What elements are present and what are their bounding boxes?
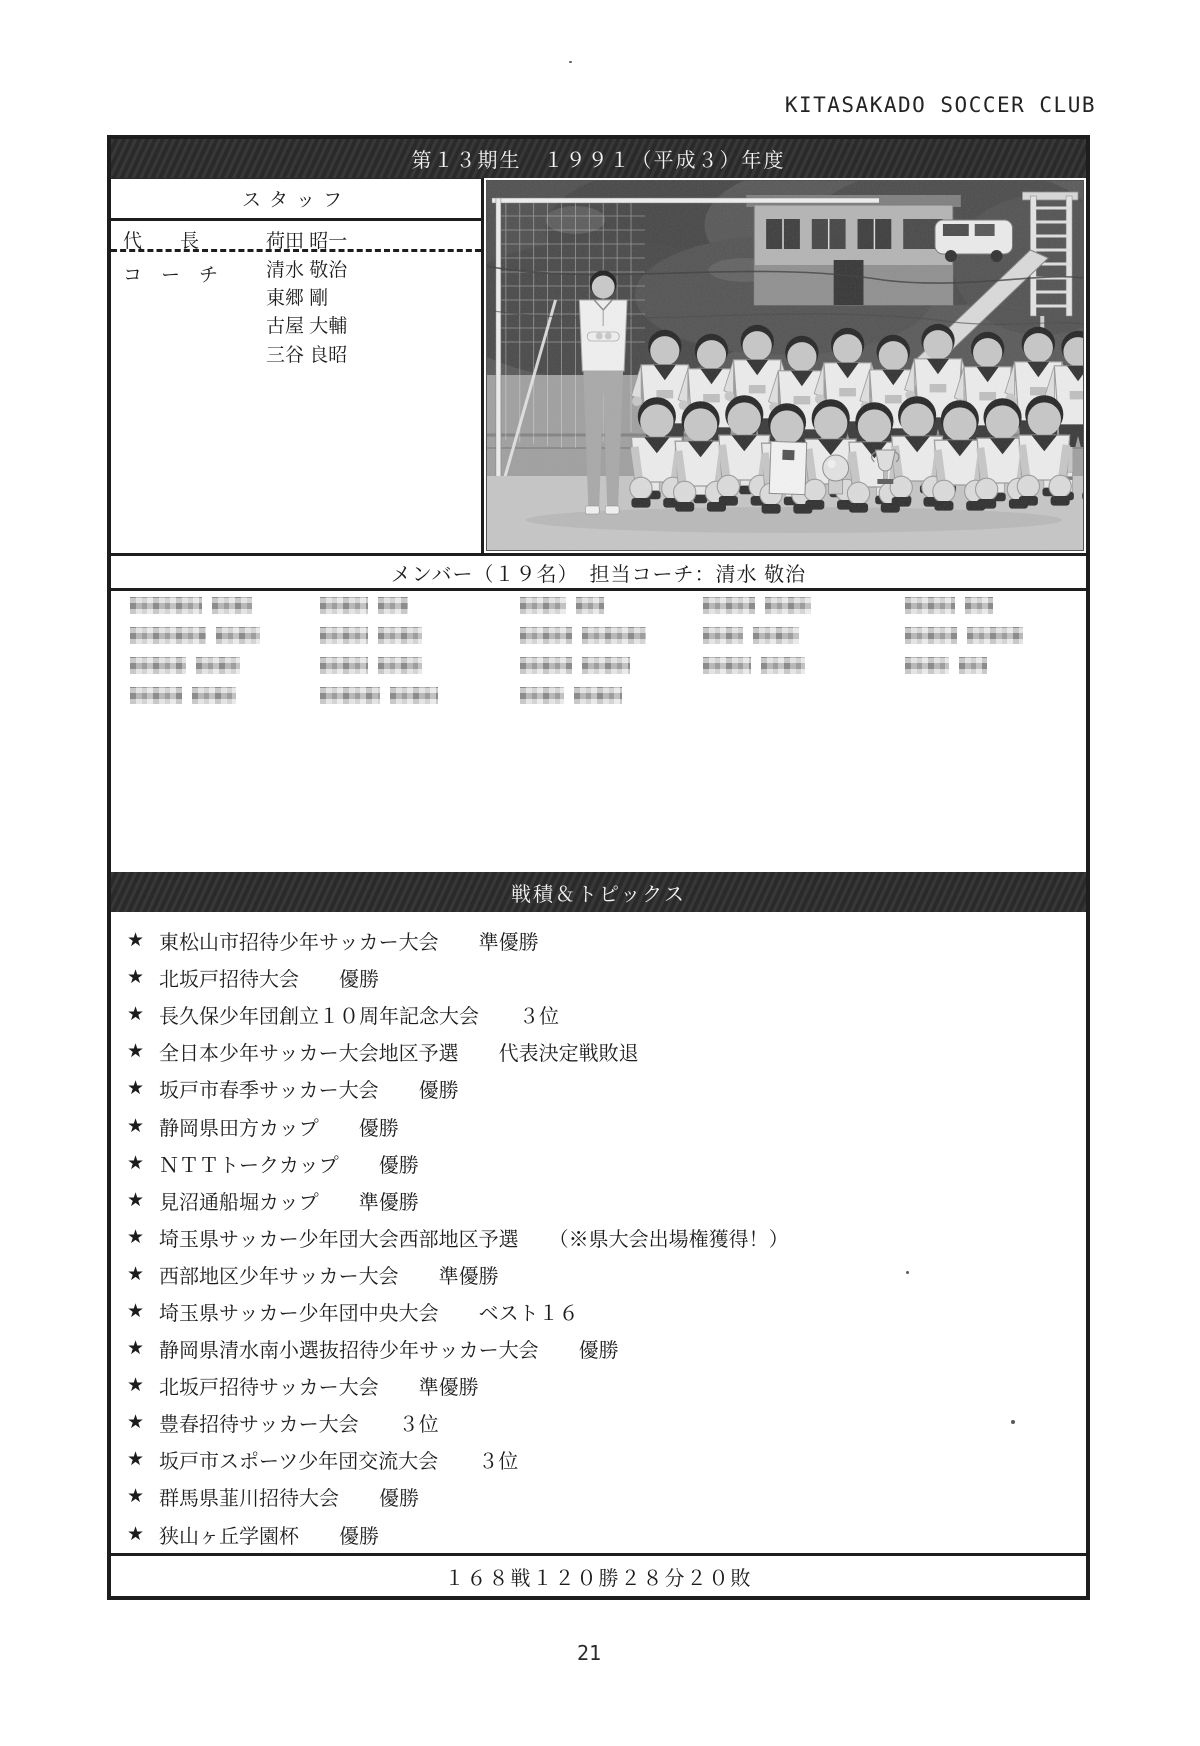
staff-box-title: スタッフ — [111, 179, 481, 221]
staff-leader-row — [111, 223, 481, 252]
star-icon: ★ — [127, 1300, 145, 1322]
star-icon: ★ — [127, 1375, 145, 1397]
redacted-name-segment — [905, 627, 957, 644]
redacted-name-segment — [320, 657, 368, 674]
redacted-name-segment — [765, 597, 811, 614]
result-item-text: 全日本少年サッカー大会地区予選 代表決定戦敗退 — [159, 1043, 639, 1066]
redacted-name-segment — [130, 687, 182, 704]
redacted-name-segment — [753, 627, 799, 644]
team-photo — [486, 180, 1084, 551]
coach-name-list — [266, 257, 481, 370]
star-icon: ★ — [127, 1189, 145, 1211]
result-item — [127, 1478, 1086, 1515]
result-item — [127, 1330, 1086, 1367]
result-item — [127, 996, 1086, 1033]
result-item-text: 見沼通船堀カップ 準優勝 — [159, 1191, 419, 1214]
redacted-name-segment — [130, 657, 186, 674]
star-icon: ★ — [127, 1449, 145, 1471]
result-item — [127, 922, 1086, 959]
result-item-text: 坂戸市春季サッカー大会 優勝 — [159, 1080, 459, 1103]
redacted-name-segment — [378, 597, 408, 614]
result-item-text: 静岡県田方カップ 優勝 — [159, 1117, 399, 1140]
redacted-member-name — [130, 657, 240, 674]
star-icon: ★ — [127, 930, 145, 952]
photo-grain — [486, 180, 1084, 551]
result-item-text: 北坂戸招待サッカー大会 準優勝 — [159, 1377, 479, 1400]
result-item-text: 北坂戸招待大会 優勝 — [159, 969, 379, 992]
redacted-name-segment — [576, 597, 604, 614]
club-name-header: KITASAKADO SOCCER CLUB — [784, 93, 1096, 117]
redacted-member-name — [905, 597, 993, 614]
star-icon: ★ — [127, 1412, 145, 1434]
redacted-member-name — [520, 597, 604, 614]
star-icon: ★ — [127, 1338, 145, 1360]
redacted-name-segment — [196, 657, 240, 674]
leader-name: 荷田 昭一 — [266, 231, 348, 252]
redacted-name-segment — [320, 687, 380, 704]
redacted-name-segment — [703, 627, 743, 644]
redacted-name-segment — [378, 657, 422, 674]
redacted-name-segment — [905, 657, 949, 674]
result-item — [127, 1219, 1086, 1256]
result-item — [127, 1107, 1086, 1144]
coach-name: 清水 敬治 — [266, 260, 348, 281]
redacted-member-name — [905, 627, 1023, 644]
redacted-name-segment — [520, 687, 564, 704]
result-item — [127, 1441, 1086, 1478]
redacted-member-name — [520, 657, 630, 674]
redacted-member-name — [905, 657, 987, 674]
star-icon: ★ — [127, 1523, 145, 1545]
star-icon: ★ — [127, 1004, 145, 1026]
redacted-name-segment — [965, 597, 993, 614]
title-banner: 第１３期生 １９９１（平成３）年度 — [111, 139, 1086, 178]
redacted-name-segment — [959, 657, 987, 674]
leader-role-label: 代 長 — [123, 231, 200, 252]
redacted-name-segment — [130, 597, 202, 614]
result-item — [127, 1070, 1086, 1107]
result-item-text: 埼玉県サッカー少年団中央大会 ベスト１６ — [159, 1302, 579, 1325]
result-item — [127, 1033, 1086, 1070]
results-banner: 戦積＆トピックス — [111, 872, 1086, 912]
star-icon: ★ — [127, 967, 145, 989]
star-icon: ★ — [127, 1078, 145, 1100]
redacted-name-segment — [130, 627, 206, 644]
staff-box — [111, 178, 484, 553]
redacted-name-segment — [520, 597, 566, 614]
result-item — [127, 1256, 1086, 1293]
star-icon: ★ — [127, 1115, 145, 1137]
redacted-name-segment — [574, 687, 622, 704]
result-item — [127, 1293, 1086, 1330]
redacted-name-segment — [703, 657, 751, 674]
result-item-text: 豊春招待サッカー大会 ３位 — [159, 1414, 439, 1437]
redacted-member-name — [320, 657, 422, 674]
coach-role-label: コ ー チ — [123, 265, 219, 286]
coach-name: 古屋 大輔 — [266, 316, 348, 338]
redacted-member-name — [130, 627, 260, 644]
result-item — [127, 1367, 1086, 1404]
result-item — [127, 1145, 1086, 1182]
redacted-name-segment — [520, 657, 572, 674]
redacted-name-segment — [582, 657, 630, 674]
redacted-member-name — [320, 687, 438, 704]
coach-name: 東郷 剛 — [266, 288, 329, 310]
print-speck — [569, 61, 572, 63]
redacted-member-name — [703, 657, 805, 674]
members-header: メンバー（１９名） 担当コーチ：清水 敬治 — [111, 553, 1086, 591]
result-item-text: 東松山市招待少年サッカー大会 準優勝 — [159, 932, 539, 955]
redacted-name-segment — [761, 657, 805, 674]
members-area — [111, 591, 1086, 872]
redacted-name-segment — [192, 687, 236, 704]
result-item — [127, 1516, 1086, 1553]
redacted-member-name — [130, 687, 236, 704]
result-item-text: 坂戸市スポーツ少年団交流大会 ３位 — [159, 1451, 519, 1474]
redacted-name-segment — [212, 597, 252, 614]
redacted-name-segment — [905, 597, 955, 614]
staff-and-photo-section — [111, 178, 1086, 553]
redacted-name-segment — [320, 627, 368, 644]
result-item-text: 長久保少年団創立１０周年記念大会 ３位 — [159, 1006, 559, 1029]
star-icon: ★ — [127, 1041, 145, 1063]
redacted-name-segment — [216, 627, 260, 644]
redacted-name-segment — [967, 627, 1023, 644]
result-item — [127, 959, 1086, 996]
redacted-name-segment — [582, 627, 646, 644]
result-item-text: 狭山ヶ丘学園杯 優勝 — [159, 1525, 379, 1548]
redacted-name-segment — [378, 627, 422, 644]
star-icon: ★ — [127, 1226, 145, 1248]
redacted-member-name — [703, 627, 799, 644]
print-speck — [906, 1271, 909, 1274]
redacted-member-name — [320, 597, 408, 614]
coach-name: 三谷 良昭 — [266, 344, 348, 366]
team-photo-illustration — [486, 180, 1084, 551]
main-frame — [107, 135, 1090, 1600]
result-item-text: ＮＴＴトークカップ 優勝 — [159, 1154, 419, 1177]
redacted-name-segment — [320, 597, 368, 614]
result-item — [127, 1404, 1086, 1441]
redacted-member-name — [703, 597, 811, 614]
print-speck — [1011, 1420, 1015, 1424]
result-item-text: 西部地区少年サッカー大会 準優勝 — [159, 1265, 499, 1288]
results-list — [111, 912, 1086, 1553]
staff-coach-block — [111, 252, 481, 370]
result-item — [127, 1182, 1086, 1219]
result-item-text: 静岡県清水南小選抜招待少年サッカー大会 優勝 — [159, 1340, 619, 1363]
star-icon: ★ — [127, 1152, 145, 1174]
star-icon: ★ — [127, 1486, 145, 1508]
redacted-name-segment — [390, 687, 438, 704]
season-record-bar: １６８戦１２０勝２８分２０敗 — [111, 1553, 1086, 1596]
star-icon: ★ — [127, 1263, 145, 1285]
page-number: 21 — [576, 1641, 602, 1665]
redacted-member-name — [520, 687, 622, 704]
result-item-text: 埼玉県サッカー少年団大会西部地区予選 （※県大会出場権獲得！） — [159, 1228, 789, 1251]
redacted-member-name — [130, 597, 252, 614]
redacted-member-name — [320, 627, 422, 644]
result-item-text: 群馬県韮川招待大会 優勝 — [159, 1488, 419, 1511]
redacted-member-name — [520, 627, 646, 644]
redacted-name-segment — [520, 627, 572, 644]
redacted-name-segment — [703, 597, 755, 614]
